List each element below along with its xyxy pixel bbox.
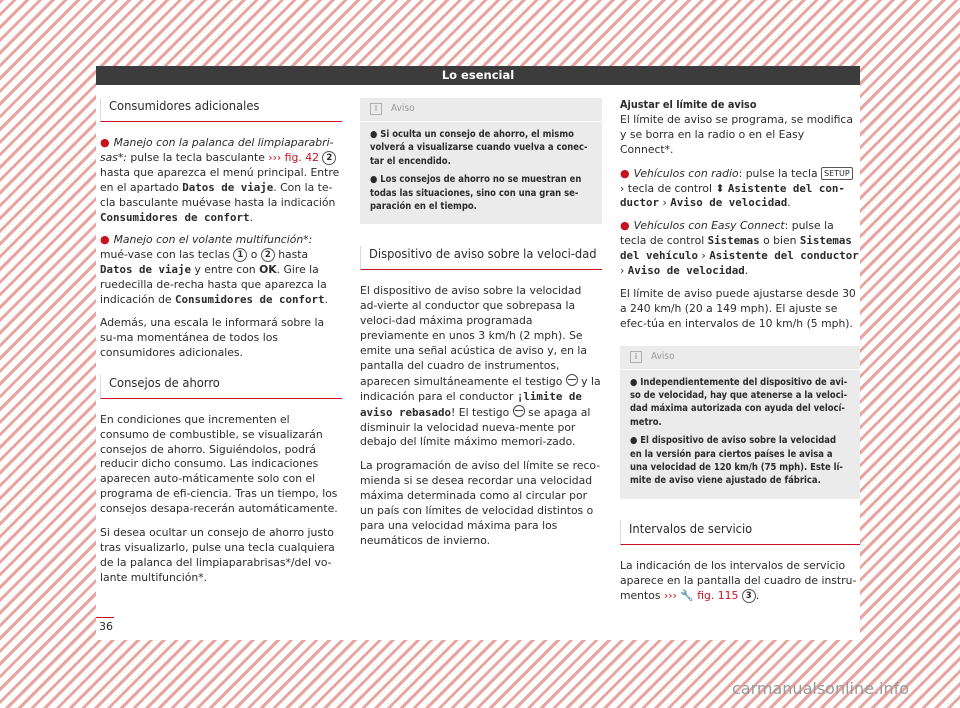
speed-warning-lamp-icon xyxy=(566,374,578,386)
bullet-dot: ● xyxy=(630,376,641,388)
note-box xyxy=(360,98,602,224)
bullet-dot: ● xyxy=(370,174,381,186)
list-item: ● Manejo con la palanca del limpiaparabri-sas*: pulse la tecla basculante ››› fig. 42 2 hasta que aparezca el menú principal. Entre en el apartado Datos de viaje. Con la te-cla basculante muévase hasta la indicación Consumidores de confort. xyxy=(100,136,340,224)
info-icon: i xyxy=(370,103,382,115)
page-number-rule xyxy=(96,617,114,618)
column-2 xyxy=(360,98,602,558)
car-service-icon: 🔧 xyxy=(680,588,698,602)
note-item: ● Independientemente del dispositivo de avi-so de velocidad, hay que atenerse a la veloci-dad máxima autorizada con ayuda del velocí-metro. xyxy=(630,376,848,428)
list-item: ● Vehículos con radio: pulse la tecla SETUP › tecla de control ⬍ Asistente del con-ductor › Aviso de velocidad. xyxy=(620,167,860,212)
list-item: ● Vehículos con Easy Connect: pulse la tecla de control Sistemas o bien Sistemas del vehículo › Asistente del conductor › Aviso de velocidad. xyxy=(620,219,859,278)
updown-arrow-icon: ⬍ xyxy=(715,181,728,195)
speed-warning-lamp-icon xyxy=(513,405,525,417)
callout-number: 3 xyxy=(742,589,756,603)
setup-key: SETUP xyxy=(821,167,853,180)
section-title-consumidores: Consumidores adicionales xyxy=(100,98,342,122)
section-title-consejos: Consejos de ahorro xyxy=(100,375,342,399)
watermark: carmanualsonline.info xyxy=(732,679,910,698)
info-icon: i xyxy=(630,351,642,363)
note-header: i Aviso xyxy=(620,346,860,370)
figure-arrows: ››› xyxy=(663,588,681,602)
note-item: ● Los consejos de ahorro no se muestran en todas las situaciones, sino con una gran se-paración en el tiempo. xyxy=(370,174,582,212)
column-1 xyxy=(100,98,342,595)
paragraph: La programación de aviso del límite se reco-mienda si se desea recordar una velocidad máxima determinada como al circular por un país con límites de velocidad distintos o para una velocidad máxima para los neumáticos de invierno. xyxy=(360,459,601,547)
figure-link[interactable]: ››› fig. 42 xyxy=(268,150,319,164)
bullet-dot: ● xyxy=(620,166,630,180)
paragraph: Además, una escala le informará sobre la su-ma momentánea de todos los consumidores adicionales. xyxy=(100,315,325,359)
bullet-dot: ● xyxy=(630,435,641,447)
figure-link[interactable]: fig. 115 xyxy=(697,588,739,602)
bullet-dot: ● xyxy=(100,136,110,149)
paragraph: El límite de aviso puede ajustarse desde 30 a 240 km/h (20 a 149 mph). El ajuste se efec-túa en intervalos de 10 km/h (5 mph). xyxy=(620,286,856,330)
section-title-dispositivo: Dispositivo de aviso sobre la veloci-dad xyxy=(360,246,602,270)
list-item: ● Manejo con el volante multifunción*: mué-vase con las teclas 1 o 2 hasta Datos de viaje y entre con OK. Gire la ruedecilla de-recha hasta que aparezca la indicación de Consumidores de confort. xyxy=(100,233,328,307)
note-body xyxy=(620,370,860,499)
chapter-header: Lo esencial xyxy=(96,66,860,85)
paragraph: Si desea ocultar un consejo de ahorro justo tras visualizarlo, pulse una tecla cualquiera de la palanca del limpiaparabrisas*/del vo-lante multifunción*. xyxy=(100,526,335,584)
note-box xyxy=(620,346,860,499)
paragraph: La indicación de los intervalos de servicio aparece en la pantalla del cuadro de instru-mentos ››› 🔧 fig. 115 3 . xyxy=(620,558,857,602)
note-header: i Aviso xyxy=(360,98,602,122)
callout-number: 2 xyxy=(261,248,275,262)
page-number: 36 xyxy=(99,620,113,633)
paragraph: El dispositivo de aviso sobre la velocidad ad-vierte al conductor que sobrepasa la veloci-dad máxima programada previamente en unos 3 km/h (2 mph). Se emite una señal acústica de aviso y, en la pantalla del cuadro de instrumentos, aparecen simultáneamente el testigo y la indicación para el conductor ¡limite de aviso rebasado! El testigo se apaga al disminuir la velocidad nueva-mente por debajo del límite máximo memori-zado. xyxy=(360,284,601,449)
bullet-dot: ● xyxy=(620,219,630,233)
subheading: Ajustar el límite de aviso xyxy=(620,98,757,111)
callout-number: 1 xyxy=(233,248,247,262)
paragraph: En condiciones que incrementen el consumo de combustible, se visualizarán consejos de ahorro. Siguiéndolos, podrá reducir dicho consumo. Las indicaciones aparecen auto-máticamente solo con el programa de efi-ciencia. Tras un tiempo, los consejos desapa-recerán automáticamente. xyxy=(100,412,338,516)
column-3 xyxy=(620,98,860,613)
note-item: ● Si oculta un consejo de ahorro, el mismo volverá a visualizarse cuando vuelva a conec-tar el encendido. xyxy=(370,128,588,167)
bullet-dot: ● xyxy=(370,128,381,140)
paragraph: El límite de aviso se programa, se modifica y se borra en la radio o en el Easy Connect*. xyxy=(620,112,853,156)
section-title-intervalos: Intervalos de servicio xyxy=(620,521,860,545)
callout-number: 2 xyxy=(322,151,336,165)
note-item: ● El dispositivo de aviso sobre la velocidad en la versión para ciertos países le avisa a una velocidad de 120 km/h (75 mph). Este lí-mite de aviso viene ajustado de fábrica. xyxy=(630,435,843,487)
bullet-dot: ● xyxy=(100,233,110,247)
note-body xyxy=(360,122,602,224)
